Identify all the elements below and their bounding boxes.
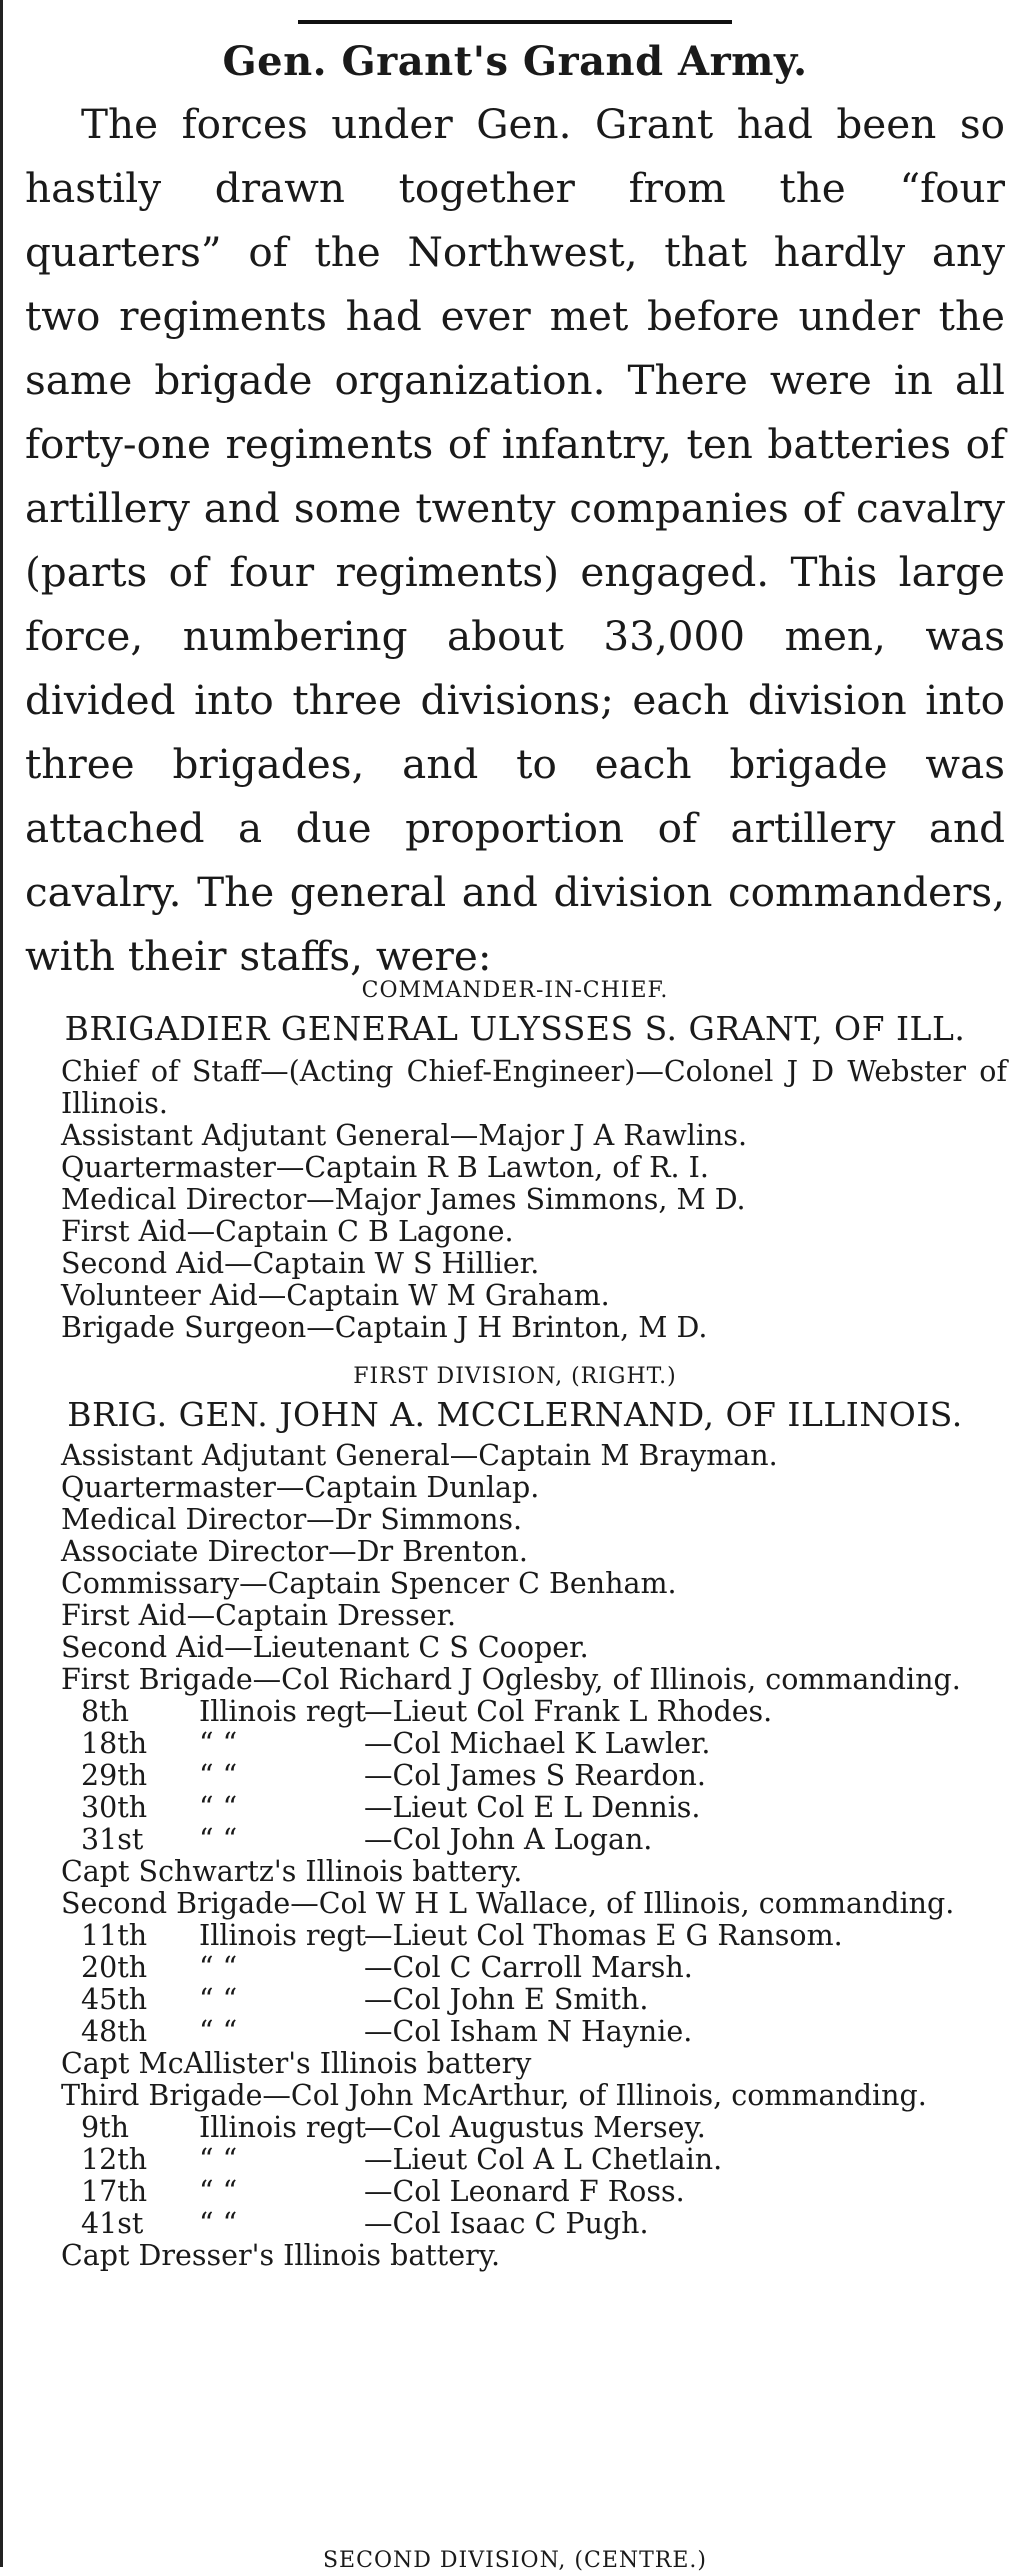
staff-line: Assistant Adjutant General—Captain M Brayman. — [61, 1439, 778, 1472]
staff-list — [23, 1056, 1007, 1344]
staff-line: Medical Director—Dr Simmons. — [61, 1503, 523, 1536]
regiment-commander: —Col John E Smith. — [364, 1983, 649, 2016]
regiment-commander: —Lieut Col Thomas E G Ransom. — [364, 1919, 843, 1952]
first-division-section — [23, 1364, 1007, 2272]
article-intro: The forces under Gen. Grant had been so hastily drawn together from the “four quarters” of the Northwest, that hardly any two regiments had ever met before under the same brigade organization. There were in all forty-one regiments of infantry, ten batteries of artillery and some twenty companies of cavalry (parts of four regiments) engaged. This large force, numbering about 33,000 men, was divided into three divisions; each division into three brigades, and to each brigade was attached a due proportion of artillery and cavalry. The general and division commanders, with their staffs, were: — [25, 100, 1005, 980]
top-rule — [298, 0, 732, 24]
regiment-row — [23, 1696, 1007, 1728]
regiment-name: “ “ — [199, 1823, 238, 1856]
regiment-commander: —Lieut Col E L Dennis. — [364, 1791, 701, 1824]
staff-line: Assistant Adjutant General—Major J A Rawlins. — [61, 1119, 748, 1152]
battery-line: Capt Schwartz's Illinois battery. — [61, 1855, 523, 1888]
regiment-number: 8th — [81, 1695, 129, 1728]
regiment-number: 41st — [81, 2207, 144, 2240]
regiment-name: “ “ — [199, 1727, 238, 1760]
battery-line: Capt McAllister's Illinois battery — [61, 2047, 532, 2080]
regiment-name: Illinois regt — [199, 1919, 367, 1952]
staff-line: Medical Director—Major James Simmons, M D. — [61, 1183, 746, 1216]
regiment-name: “ “ — [199, 1759, 238, 1792]
regiment-commander: —Col John A Logan. — [364, 1823, 653, 1856]
regiment-name: Illinois regt — [199, 1695, 367, 1728]
regiment-commander: —Col C Carroll Marsh. — [364, 1951, 693, 1984]
regiment-row — [23, 2144, 1007, 2176]
division-staff-list — [23, 1440, 1007, 2272]
regiment-number: 12th — [81, 2143, 148, 2176]
regiment-row — [23, 2176, 1007, 2208]
regiment-name: “ “ — [199, 2143, 238, 2176]
regiment-commander: —Lieut Col A L Chetlain. — [364, 2143, 723, 2176]
regiment-number: 9th — [81, 2111, 129, 2144]
regiment-number: 48th — [81, 2015, 148, 2048]
regiment-row — [23, 1952, 1007, 1984]
regiment-row — [23, 2112, 1007, 2144]
regiment-commander: —Col James S Reardon. — [364, 1759, 706, 1792]
next-section-heading: SECOND DIVISION, (CENTRE.) — [322, 2548, 707, 2573]
regiment-name: Illinois regt — [199, 2111, 367, 2144]
regiment-commander: —Lieut Col Frank L Rhodes. — [364, 1695, 773, 1728]
regiment-name: “ “ — [199, 1951, 238, 1984]
regiment-number: 45th — [81, 1983, 148, 2016]
regiment-name: “ “ — [199, 2015, 238, 2048]
regiment-row — [23, 2016, 1007, 2048]
brigade-line: First Brigade—Col Richard J Oglesby, of Illinois, commanding. — [61, 1663, 961, 1696]
regiment-number: 20th — [81, 1951, 148, 1984]
regiment-name: “ “ — [199, 1791, 238, 1824]
regiment-number: 30th — [81, 1791, 148, 1824]
regiment-row — [23, 1792, 1007, 1824]
staff-line: Quartermaster—Captain R B Lawton, of R. I. — [61, 1151, 709, 1184]
section-heading: FIRST DIVISION, (RIGHT.) — [353, 1364, 677, 1389]
staff-line: Second Aid—Lieutenant C S Cooper. — [61, 1631, 589, 1664]
staff-line: Volunteer Aid—Captain W M Graham. — [61, 1279, 610, 1312]
commander-section — [23, 978, 1007, 1344]
regiment-name: “ “ — [199, 2207, 238, 2240]
commander-name: BRIGADIER GENERAL ULYSSES S. GRANT, OF ILL. — [64, 1009, 966, 1048]
regiment-number: 18th — [81, 1727, 148, 1760]
section-heading: COMMANDER-IN-CHIEF. — [361, 978, 669, 1003]
regiment-row — [23, 1728, 1007, 1760]
staff-line: First Aid—Captain C B Lagone. — [61, 1215, 514, 1248]
regiment-number: 11th — [81, 1919, 148, 1952]
staff-line: Associate Director—Dr Brenton. — [61, 1535, 528, 1568]
staff-line: Quartermaster—Captain Dunlap. — [61, 1471, 540, 1504]
regiment-commander: —Col Augustus Mersey. — [364, 2111, 706, 2144]
regiment-number: 17th — [81, 2175, 148, 2208]
staff-line: Commissary—Captain Spencer C Benham. — [61, 1567, 677, 1600]
brigade-line: Third Brigade—Col John McArthur, of Illinois, commanding. — [61, 2079, 927, 2112]
staff-line: First Aid—Captain Dresser. — [61, 1599, 457, 1632]
regiment-name: “ “ — [199, 1983, 238, 2016]
regiment-number: 31st — [81, 1823, 144, 1856]
staff-line: Chief of Staff—(Acting Chief-Engineer)—Colonel J D Webster of Illinois. — [61, 1055, 1007, 1120]
article-title: Gen. Grant's Grand Army. — [222, 38, 808, 85]
regiment-commander: —Col Isaac C Pugh. — [364, 2207, 649, 2240]
regiment-name: “ “ — [199, 2175, 238, 2208]
brigade-line: Second Brigade—Col W H L Wallace, of Illinois, commanding. — [61, 1887, 955, 1920]
battery-line: Capt Dresser's Illinois battery. — [61, 2239, 501, 2272]
regiment-row — [23, 2208, 1007, 2240]
regiment-number: 29th — [81, 1759, 148, 1792]
regiment-row — [23, 1984, 1007, 2016]
regiment-row — [23, 1824, 1007, 1856]
staff-line: Second Aid—Captain W S Hillier. — [61, 1247, 540, 1280]
division-commander-name: BRIG. GEN. JOHN A. MCCLERNAND, OF ILLINOIS. — [67, 1395, 963, 1434]
regiment-commander: —Col Isham N Haynie. — [364, 2015, 693, 2048]
regiment-commander: —Col Michael K Lawler. — [364, 1727, 711, 1760]
regiment-commander: —Col Leonard F Ross. — [364, 2175, 685, 2208]
staff-line: Brigade Surgeon—Captain J H Brinton, M D. — [61, 1311, 708, 1344]
regiment-row — [23, 1760, 1007, 1792]
regiment-row — [23, 1920, 1007, 1952]
